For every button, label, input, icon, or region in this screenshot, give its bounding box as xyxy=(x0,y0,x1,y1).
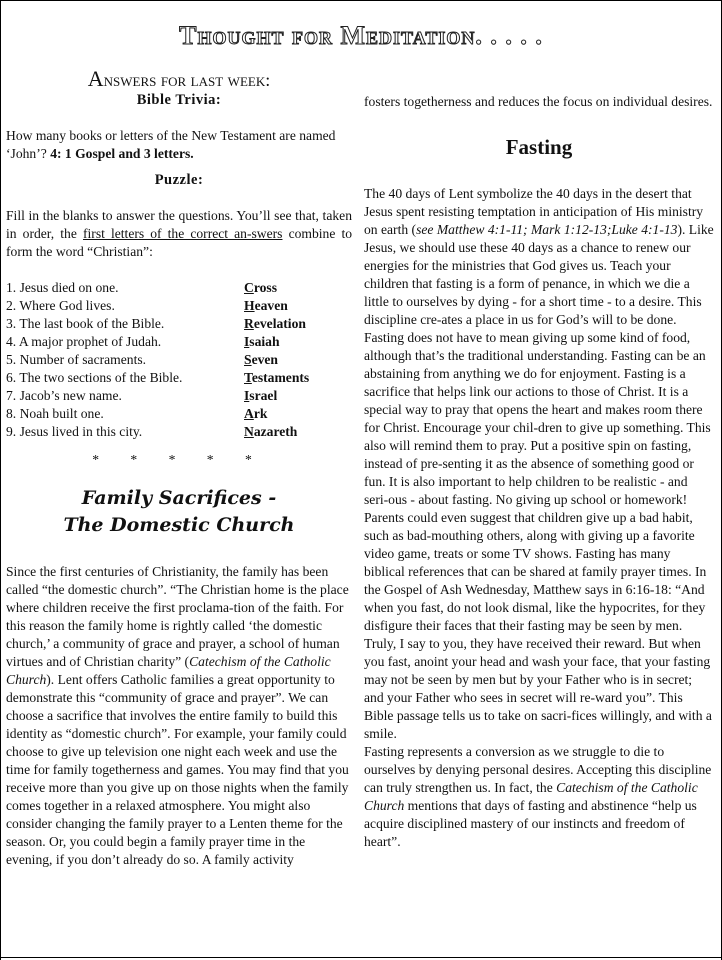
fasting-p2-cite: Catechism of the Catholic Church xyxy=(364,780,698,813)
puzzle-answer-first-letter: S xyxy=(244,352,252,367)
puzzle-answer-rest: srael xyxy=(249,388,278,403)
puzzle-answer xyxy=(244,423,297,441)
right-column xyxy=(364,93,714,851)
puzzle-answer-rest: evelation xyxy=(253,316,306,331)
puzzle-answer-first-letter: T xyxy=(244,370,252,385)
puzzle-answer-rest: eaven xyxy=(254,298,288,313)
puzzle-answer xyxy=(244,333,280,351)
puzzle-answer xyxy=(244,297,288,315)
puzzle-answer xyxy=(244,369,309,387)
frame-left-border xyxy=(0,0,1,960)
puzzle-answer-first-letter: N xyxy=(244,424,254,439)
puzzle-question: 8. Noah built one. xyxy=(6,406,104,421)
family-body-a: Since the first centuries of Christianity, the family has been called “the domestic church”. “The Christian home is the place where children receive the first proclama-tion of the faith. For this reason the family home is rightly called ‘the domestic church,’ a community of grace and prayer, a school of human virtues and of Christian charity” ( xyxy=(6,564,349,669)
puzzle-answer-first-letter: I xyxy=(244,334,250,349)
puzzle-row xyxy=(6,351,352,369)
family-body-cite: Catechism of the Catholic Church xyxy=(6,654,331,687)
puzzle-answer-rest: rk xyxy=(253,406,268,421)
puzzle-answer xyxy=(244,315,306,333)
left-column xyxy=(6,68,352,869)
puzzle-intro-b: combine to form the word “Christian”: xyxy=(6,226,353,259)
puzzle-answer-rest: azareth xyxy=(253,424,298,439)
bible-trivia-heading: Bible Trivia: xyxy=(136,92,222,108)
puzzle-answer-first-letter: R xyxy=(244,316,254,331)
puzzle-answer-rest: estaments xyxy=(251,370,310,385)
frame-top-border xyxy=(0,0,722,1)
fasting-paragraph-1 xyxy=(364,185,714,743)
puzzle-heading: Puzzle: xyxy=(154,172,204,188)
family-title-line1: Family Sacrifices - xyxy=(81,487,277,509)
puzzle-question: 2. Where God lives. xyxy=(6,298,115,313)
trivia-question-paragraph xyxy=(6,127,352,163)
trivia-answer: 4: 1 Gospel and 3 letters. xyxy=(50,146,194,161)
fasting-title: Fasting xyxy=(505,135,573,159)
family-paragraph xyxy=(6,563,352,869)
puzzle-question: 4. A major prophet of Judah. xyxy=(6,334,162,349)
puzzle-question: 5. Number of sacraments. xyxy=(6,352,147,367)
puzzle-answer-first-letter: I xyxy=(244,388,250,403)
puzzle-question: 7. Jacob’s new name. xyxy=(6,388,122,403)
family-continued: fosters togetherness and reduces the focus on individual desires. xyxy=(364,94,713,109)
puzzle-row xyxy=(6,423,352,441)
puzzle-row xyxy=(6,297,352,315)
page-title: Thought for Meditation. . . . . xyxy=(179,21,543,50)
puzzle-row xyxy=(6,387,352,405)
fasting-p1-ref: see Matthew 4:1-11; Mark 1:12-13;Luke 4:1-13 xyxy=(416,222,678,237)
puzzle-answer xyxy=(244,405,267,423)
puzzle-row xyxy=(6,279,352,297)
puzzle-question: 6. The two sections of the Bible. xyxy=(6,370,183,385)
family-title-line2: The Domestic Church xyxy=(63,514,295,536)
stars-divider: * * * * * xyxy=(92,452,266,467)
puzzle-row xyxy=(6,333,352,351)
fasting-p1-b: ). Like Jesus, we should use these 40 days as a chance to renew our energies for the ministries that God gives us. Teach your children that fasting is a form of penance, in which we die a little to ourselves by dying - for a short time - to a desire. This discipline cre-ates a place in us for God’s will to be done. Fasting does not have to mean giving up some kind of food, although that’s the traditional understanding. Fasting can be an abstaining from anything we do for enjoyment. Fasting is a sacrifice that helps link our actions to those of Christ. It is a special way to pray that opens the heart and makes room there for Christ. Encourage your chil-dren to give up something. This also will remind them to pray. Put a positive spin on fasting, instead of pre-senting it as the absence of something good or fun. It is also important to help children to be realistic - and seri-ous - about fasting. No giving up school or homework! Parents could even suggest that children give up a bad habit, such as bad-mouthing others, along with giving up a favorite video game, treats or some TV shows. Fasting has many biblical references that can be shared at family prayer times. In the Gospel of Ash Wednesday, Matthew says in 6:16-18: “And when you fast, do not look dismal, like the hypocrites, for they disfigure their faces that their fasting may be seen by men. Truly, I say to you, they have received their reward. But when you fast, anoint your head and wash your face, that your fasting may not be seen by men but by your Father who is in secret; and your Father who sees in secret will re-ward you”. This Bible passage tells us to take on sacri-fices willingly, and with a smile. xyxy=(364,222,714,741)
puzzle-intro-underlined: first letters of the correct an-swers xyxy=(82,226,283,241)
fasting-paragraph-2 xyxy=(364,743,714,851)
puzzle-answer xyxy=(244,387,277,405)
puzzle-answer-first-letter: A xyxy=(244,406,254,421)
puzzle-intro xyxy=(6,207,352,261)
puzzle-answer xyxy=(244,351,278,369)
puzzle-answer-rest: ross xyxy=(253,280,277,295)
puzzle-row xyxy=(6,369,352,387)
fasting-p2-a: Fasting represents a conversion as we struggle to die to ourselves by denying personal desires. Accepting this discipline can truly strengthen us. In fact, the xyxy=(364,744,712,795)
answers-heading: Answers for last week: xyxy=(87,66,271,91)
family-body-b: ). Lent offers Catholic families a great opportunity to demonstrate this “community of grace and prayer”. We can choose a sacrifice that involves the entire family to build this identity as “domestic church”. For example, your family could choose to give up television one night each week and use the time for family togetherness and games. You may find that you receive more than you give up on those nights when the family comes together in a relaxed atmosphere. You might also consider changing the family prayer to a Lenten theme for the season. Or, you could begin a family prayer time in the evening, if you don’t already do so. A family activity xyxy=(6,672,349,867)
puzzle-row xyxy=(6,315,352,333)
fasting-p1-a: The 40 days of Lent symbolize the 40 days in the desert that Jesus spent resisting temptation in anticipation of His ministry on earth ( xyxy=(364,186,704,237)
puzzle-list xyxy=(6,279,352,441)
puzzle-question: 1. Jesus died on one. xyxy=(6,280,119,295)
puzzle-answer-first-letter: H xyxy=(244,298,255,313)
puzzle-row xyxy=(6,405,352,423)
puzzle-answer-first-letter: C xyxy=(244,280,254,295)
puzzle-answer xyxy=(244,279,277,297)
puzzle-answer-rest: saiah xyxy=(249,334,280,349)
puzzle-question: 9. Jesus lived in this city. xyxy=(6,424,143,439)
fasting-p2-b: mentions that days of fasting and abstinence “help us acquire disciplined mastery of our instincts and freedom of heart”. xyxy=(364,798,697,849)
frame-bottom-border xyxy=(0,957,722,958)
puzzle-question: 3. The last book of the Bible. xyxy=(6,316,165,331)
family-sacrifices-title xyxy=(6,485,352,539)
puzzle-answer-rest: even xyxy=(251,352,278,367)
puzzle-intro-a: Fill in the blanks to answer the questions. You’ll see that, taken in order, the xyxy=(6,208,352,241)
trivia-question: How many books or letters of the New Testament are named ‘John’? xyxy=(6,128,336,161)
